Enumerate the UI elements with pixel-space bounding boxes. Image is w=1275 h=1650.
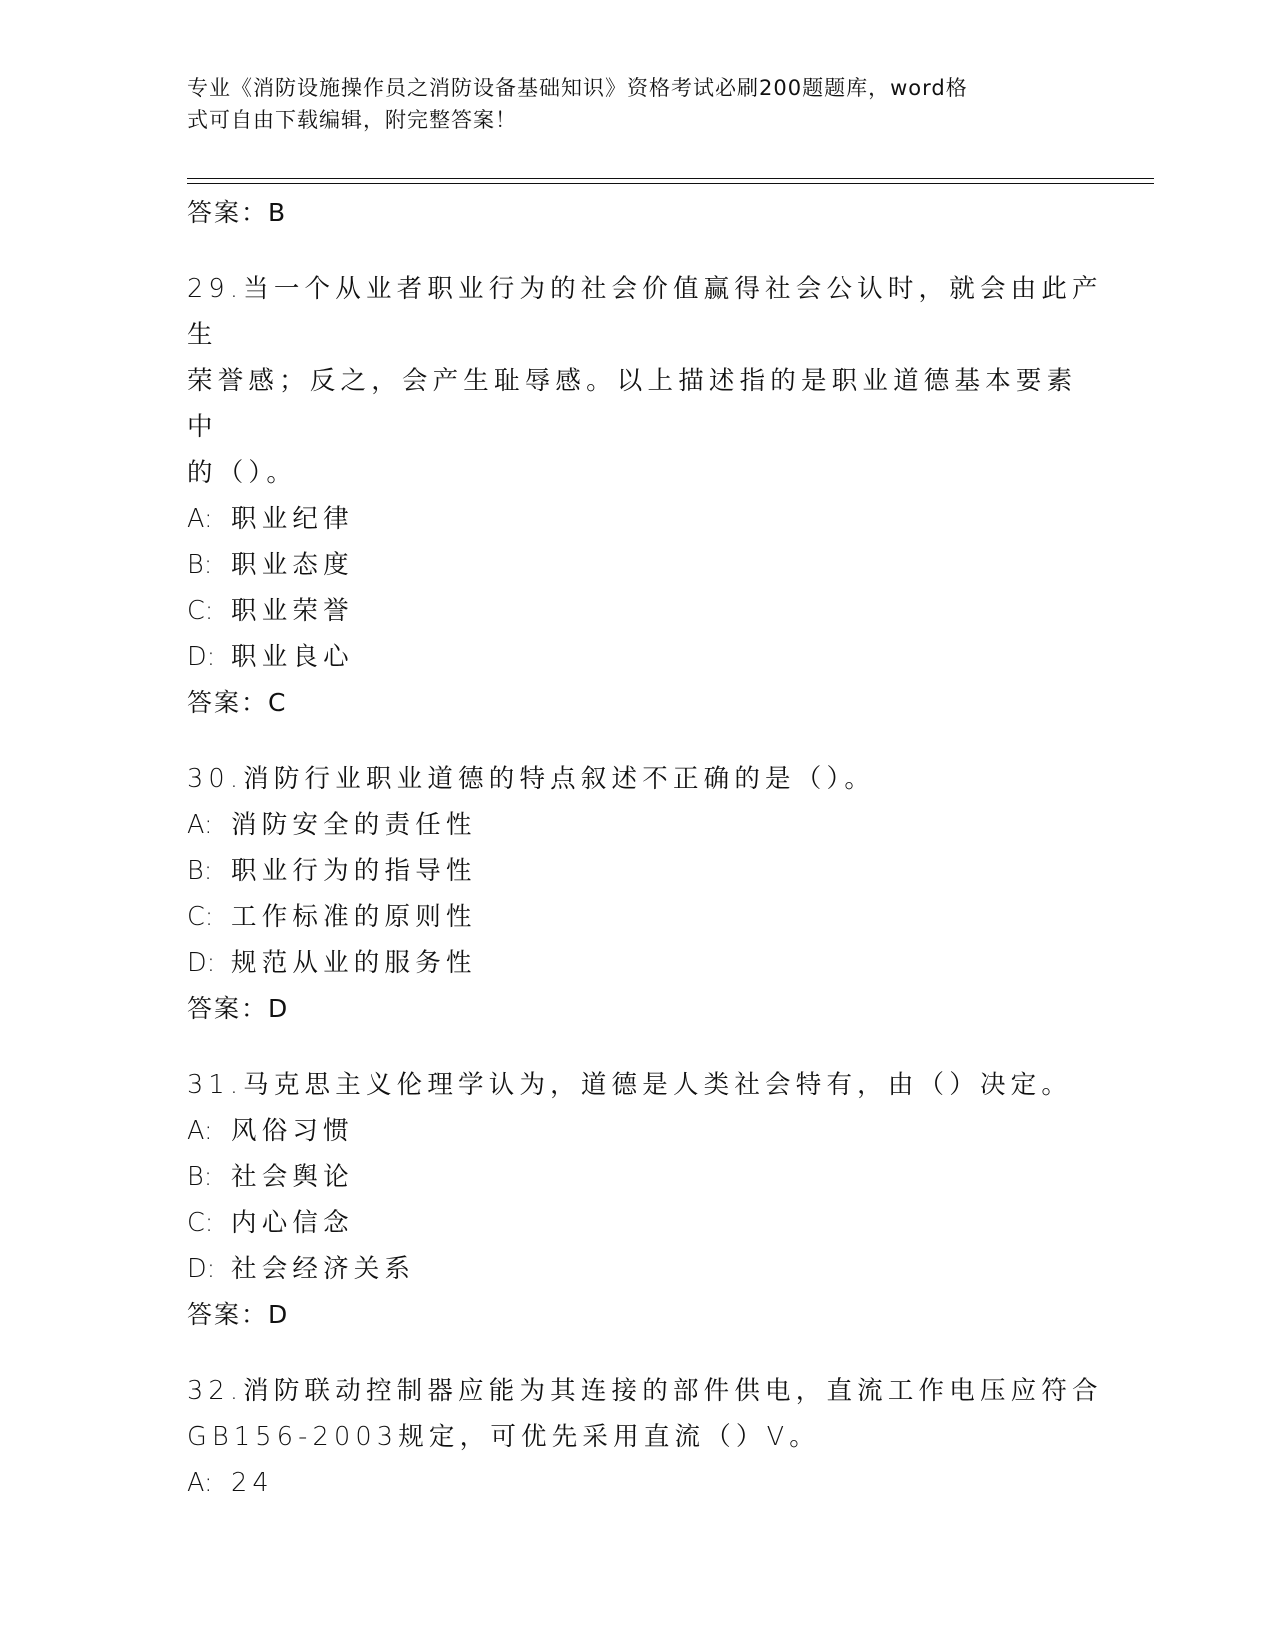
option-letter: B: [187, 1162, 213, 1192]
option-letter: A: [187, 1468, 213, 1498]
option-text: 风俗习惯 [231, 1116, 354, 1146]
header-title-line-1: 专业《消防设施操作员之消防设备基础知识》资格考试必刷200题题库，word格 [187, 76, 968, 100]
option-b [187, 848, 1107, 894]
option-text: 职业纪律 [231, 504, 354, 534]
option-text: 社会舆论 [231, 1162, 354, 1192]
option-c [187, 1200, 1107, 1246]
header-divider-bottom [187, 183, 1154, 184]
question-32 [187, 1368, 1107, 1506]
option-letter: A: [187, 1116, 213, 1146]
option-letter: D: [187, 642, 216, 672]
option-letter: D: [187, 948, 216, 978]
option-text: 消防安全的责任性 [231, 810, 477, 840]
question-stem-line: GB156-2003规定，可优先采用直流（）V。 [187, 1422, 820, 1452]
question-stem-line: 荣誉感；反之，会产生耻辱感。以上描述指的是职业道德基本要素中 [187, 366, 1078, 442]
question-stem-line: 29.当一个从业者职业行为的社会价值赢得社会公认时，就会由此产生 [187, 274, 1103, 350]
option-letter: A: [187, 810, 213, 840]
question-list [187, 186, 1107, 1506]
option-c [187, 894, 1107, 940]
option-c [187, 588, 1107, 634]
option-a [187, 1108, 1107, 1154]
option-text: 职业行为的指导性 [231, 856, 477, 886]
header-divider-top [187, 178, 1154, 179]
option-d [187, 940, 1107, 986]
option-text: 工作标准的原则性 [231, 902, 477, 932]
option-text: 规范从业的服务性 [231, 948, 477, 978]
question-31 [187, 1062, 1107, 1338]
option-letter: C: [187, 1208, 214, 1238]
document-header [187, 72, 1087, 136]
option-b [187, 1154, 1107, 1200]
option-letter: D: [187, 1254, 216, 1284]
question-30 [187, 756, 1107, 1032]
question-stem-line: 的（）。 [187, 458, 298, 488]
question-stem-line: 31.马克思主义伦理学认为，道德是人类社会特有，由（）决定。 [187, 1070, 1073, 1100]
option-text: 社会经济关系 [231, 1254, 416, 1284]
option-letter: C: [187, 902, 214, 932]
answer-line: 答案：D [187, 1300, 290, 1329]
option-a [187, 1460, 1107, 1506]
option-a [187, 496, 1107, 542]
question-stem-line: 30.消防行业职业道德的特点叙述不正确的是（）。 [187, 764, 876, 794]
option-text: 24 [231, 1468, 274, 1498]
option-text: 职业荣誉 [231, 596, 354, 626]
option-letter: B: [187, 856, 213, 886]
answer-line: 答案：D [187, 994, 290, 1023]
previous-answer: 答案：B [187, 198, 288, 227]
option-letter: B: [187, 550, 213, 580]
option-letter: C: [187, 596, 214, 626]
option-a [187, 802, 1107, 848]
question-29 [187, 266, 1107, 726]
option-b [187, 542, 1107, 588]
option-d [187, 634, 1107, 680]
option-text: 职业态度 [231, 550, 354, 580]
option-letter: A: [187, 504, 213, 534]
option-text: 内心信念 [231, 1208, 354, 1238]
option-d [187, 1246, 1107, 1292]
answer-line: 答案：C [187, 688, 288, 717]
header-title-line-2: 式可自由下载编辑，附完整答案！ [187, 108, 517, 132]
option-text: 职业良心 [231, 642, 354, 672]
question-stem-line: 32.消防联动控制器应能为其连接的部件供电，直流工作电压应符合 [187, 1376, 1103, 1406]
